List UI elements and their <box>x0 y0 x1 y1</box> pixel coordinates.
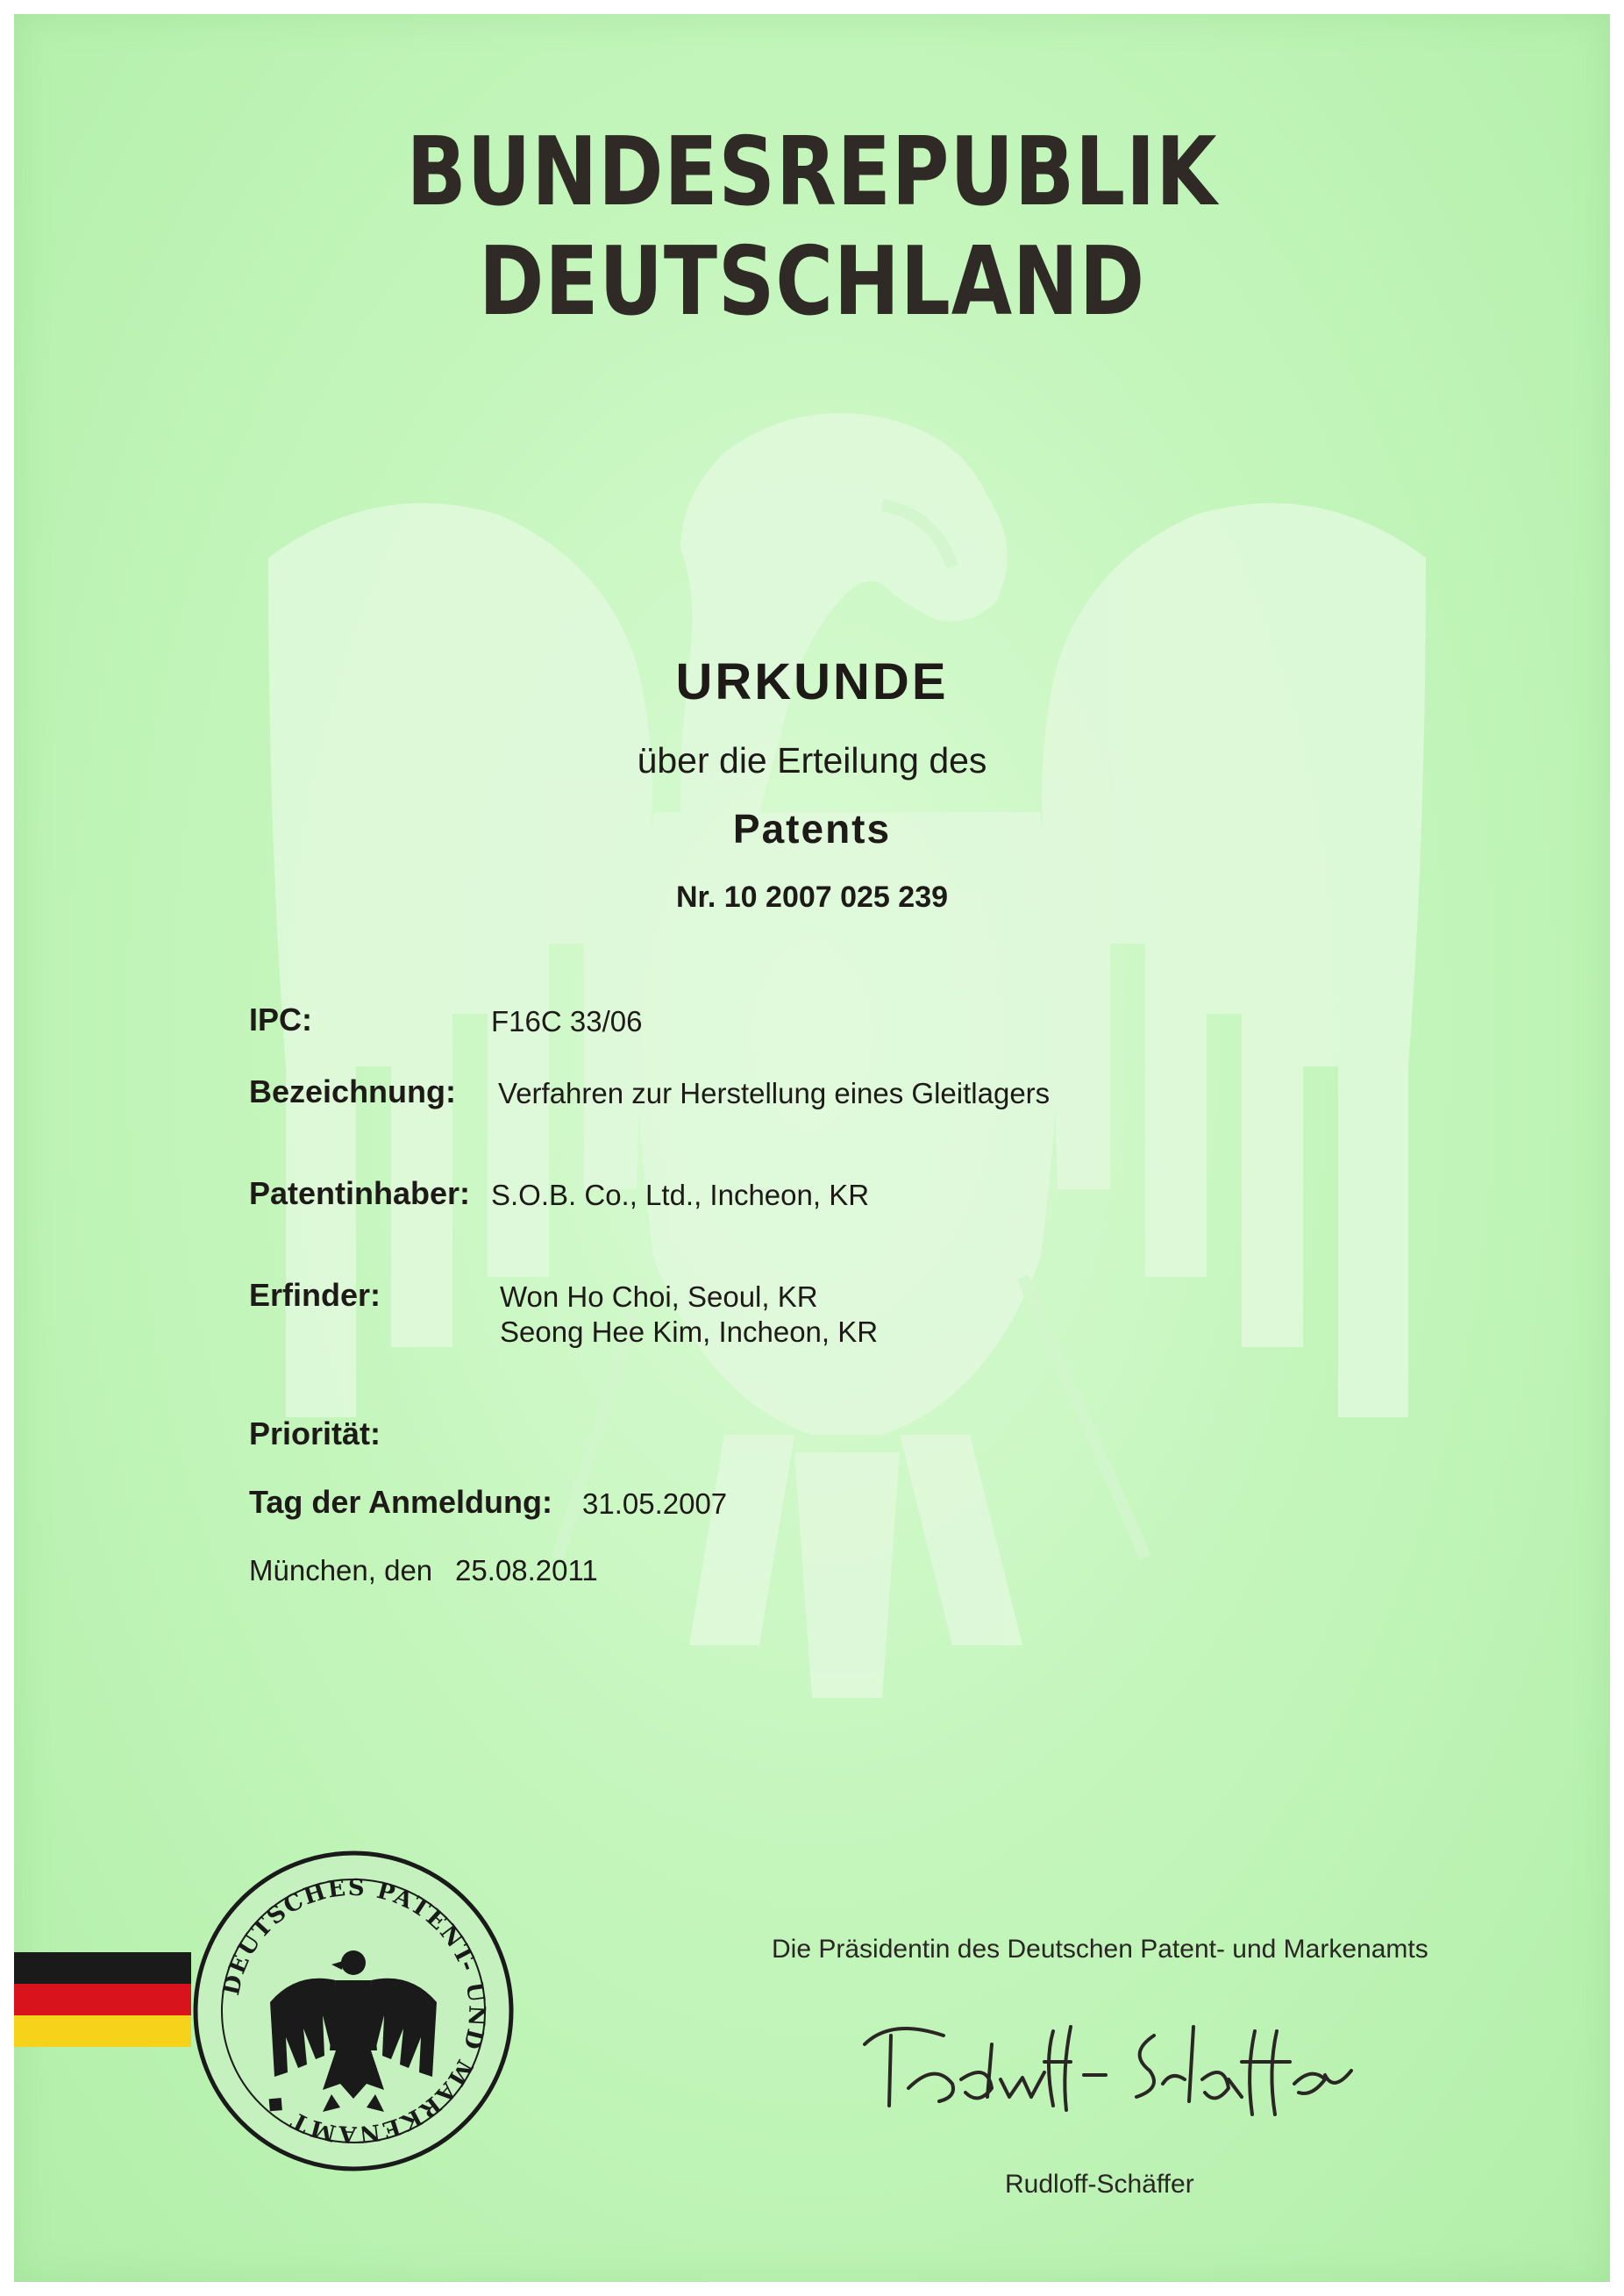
patent-office-seal <box>191 1849 516 2173</box>
handwritten-signature <box>856 2009 1364 2123</box>
flag-stripe-black <box>14 1952 191 1984</box>
inventor-value-2: Seong Hee Kim, Incheon, KR <box>500 1316 879 1348</box>
president-title: Die Präsidentin des Deutschen Patent- und Markenamts <box>772 1935 1428 1964</box>
country-title: BUNDESREPUBLIK DEUTSCHLAND <box>406 118 1218 337</box>
inventor-label: Erfinder: <box>249 1277 381 1313</box>
document-subtitle: über die Erteilung des <box>637 740 987 781</box>
designation-value: Verfahren zur Herstellung eines Gleitlagers <box>498 1077 1051 1109</box>
filing-date-label: Tag der Anmeldung: <box>249 1484 552 1520</box>
designation-label: Bezeichnung: <box>249 1073 457 1109</box>
place-date-label: München, den <box>249 1554 433 1587</box>
ipc-label: IPC: <box>249 1002 312 1037</box>
issue-date-value: 25.08.2011 <box>455 1554 598 1587</box>
flag-stripe-gold <box>14 2015 191 2047</box>
patent-holder-label: Patentinhaber: <box>249 1175 471 1211</box>
inventor-value-1: Won Ho Choi, Seoul, KR <box>500 1280 818 1313</box>
flag-stripe-red <box>14 1984 191 2015</box>
document-title: URKUNDE <box>675 653 949 710</box>
filing-date-value: 31.05.2007 <box>582 1487 728 1520</box>
signer-name: Rudloff-Schäffer <box>1005 2170 1194 2199</box>
priority-label: Priorität: <box>249 1415 381 1451</box>
patent-holder-value: S.O.B. Co., Ltd., Incheon, KR <box>491 1179 870 1211</box>
patent-number: Nr. 10 2007 025 239 <box>675 881 949 914</box>
ipc-value: F16C 33/06 <box>491 1005 643 1037</box>
german-flag-stripes <box>14 1952 191 2047</box>
certificate-page <box>14 14 1610 2282</box>
document-kind: Patents <box>732 806 892 852</box>
svg-text:DEUTSCHES PATENT- UND MARKENAM: DEUTSCHES PATENT- UND MARKENAMT ◆ <box>218 1874 490 2148</box>
